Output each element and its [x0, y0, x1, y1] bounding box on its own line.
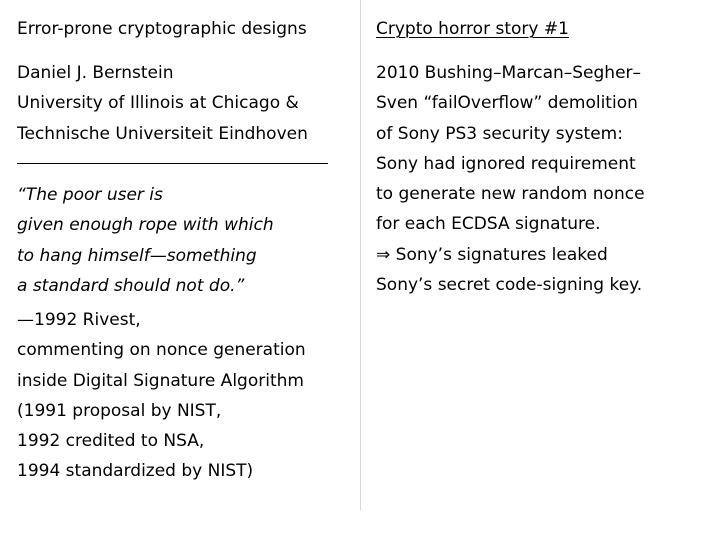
author-name: Daniel J. Bernstein	[17, 63, 174, 83]
quote-line-1: “The poor user is	[17, 185, 163, 205]
author-affiliation-1: University of Illinois at Chicago &	[17, 93, 299, 114]
story-line-6: for each ECDSA signature.	[376, 214, 601, 235]
left-slide-title: Error-prone cryptographic designs	[17, 19, 307, 39]
attribution-line-3: inside Digital Signature Algorithm	[17, 370, 304, 391]
author-affiliation-2: Technische Universiteit Eindhoven	[17, 123, 308, 144]
author-block	[17, 58, 308, 149]
attribution-line-1: —1992 Rivest,	[17, 310, 141, 330]
story-line-4: Sony had ignored requirement	[376, 153, 636, 174]
right-slide	[361, 0, 720, 540]
story-line-1: 2010 Bushing–Marcan–Segher–	[376, 63, 642, 83]
story-block	[376, 58, 645, 300]
story-line-2: Sven “failOverflow” demolition	[376, 93, 638, 114]
attribution-line-2: commenting on nonce generation	[17, 340, 306, 361]
story-line-8: Sony’s secret code-signing key.	[376, 275, 643, 296]
right-slide-title: Crypto horror story #1	[376, 19, 569, 39]
quote-block	[17, 180, 274, 301]
story-line-3: of Sony PS3 security system:	[376, 123, 623, 144]
quote-line-2: given enough rope with which	[17, 215, 274, 236]
quote-line-4: a standard should not do.”	[17, 275, 245, 296]
attribution-line-4: (1991 proposal by NIST,	[17, 400, 222, 421]
horizontal-rule	[17, 163, 328, 164]
attribution-line-6: 1994 standardized by NIST)	[17, 461, 254, 482]
attribution-line-5: 1992 credited to NSA,	[17, 431, 205, 452]
attribution-block	[17, 305, 306, 487]
story-line-7: ⇒ Sony’s signatures leaked	[376, 244, 608, 265]
quote-line-3: to hang himself—something	[17, 245, 257, 266]
story-line-5: to generate new random nonce	[376, 184, 645, 205]
